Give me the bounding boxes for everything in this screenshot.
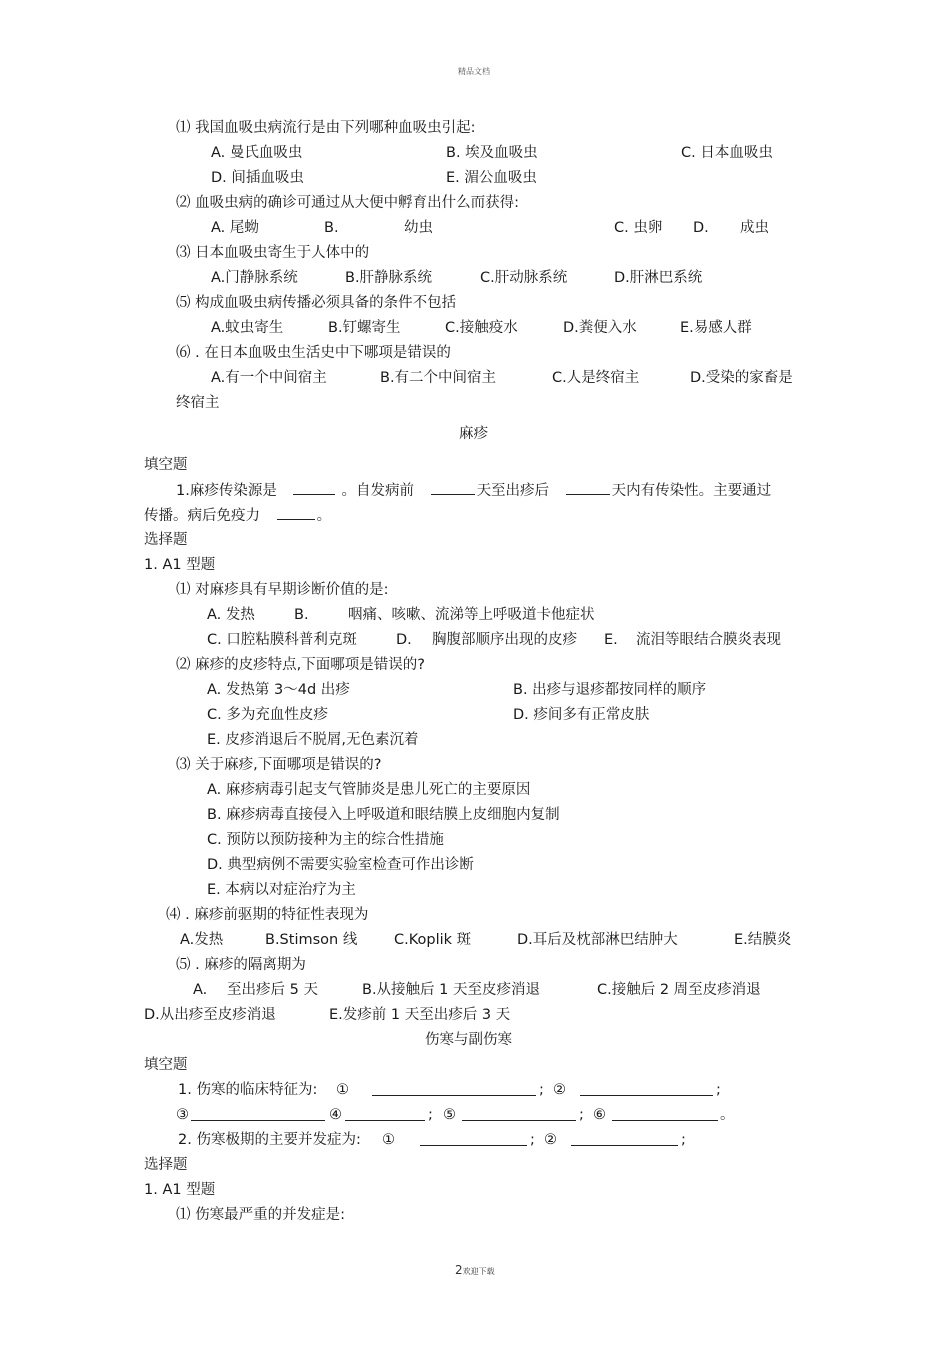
question-stem: ⑵ 麻疹的皮疹特点,下面哪项是错误的? (176, 657, 425, 673)
option: C. 口腔粘膜科普利克斑 (207, 632, 357, 648)
option: A.门静脉系统 (211, 270, 298, 286)
option: A. 发热第 3～4d 出疹 (207, 682, 350, 698)
separator: ; (716, 1082, 721, 1098)
separator: 。 (720, 1107, 735, 1123)
section-title: 伤寒与副伤寒 (425, 1032, 512, 1048)
option: E.结膜炎 (734, 932, 792, 948)
option: D. 典型病例不需要实验室检查可作出诊断 (207, 857, 474, 873)
blank-field[interactable] (345, 1106, 425, 1121)
option: A. 曼氏血吸虫 (211, 145, 303, 161)
blank-field[interactable] (372, 1081, 536, 1096)
option: D. (396, 632, 412, 648)
section-subheading: 1. A1 型题 (144, 557, 216, 573)
option: A.有一个中间宿主 (211, 370, 327, 386)
blank-field[interactable] (612, 1106, 718, 1121)
option: B.Stimson 线 (265, 932, 358, 948)
option: D. 疹间多有正常皮肤 (513, 707, 650, 723)
question-stem: ⑴ 我国血吸虫病流行是由下列哪种血吸虫引起: (176, 120, 476, 136)
page-number: 2 (455, 1263, 463, 1277)
fill-text: 1.麻疹传染源是 (176, 483, 277, 499)
blank-field[interactable] (420, 1131, 527, 1146)
separator: ; (428, 1107, 433, 1123)
footer-text: 欢迎下载 (462, 1267, 495, 1276)
blank-field[interactable] (277, 505, 315, 520)
option: 咽痛、咳嗽、流涕等上呼吸道卡他症状 (348, 607, 595, 623)
option: A. 尾蚴 (211, 220, 259, 236)
option: D.粪便入水 (563, 320, 637, 336)
option: C.人是终宿主 (552, 370, 640, 386)
option: E. (604, 632, 618, 648)
section-heading: 选择题 (144, 532, 188, 548)
option: A.蚊虫寄生 (211, 320, 284, 336)
blank-field[interactable] (580, 1081, 713, 1096)
option: B.钉螺寄生 (328, 320, 401, 336)
page-footer (455, 1260, 495, 1282)
option: C.Koplik 斑 (394, 932, 472, 948)
separator: ; (579, 1107, 584, 1123)
question-stem: ⑶ 日本血吸虫寄生于人体中的 (176, 245, 370, 261)
fill-question: 2. 伤寒极期的主要并发症为: (178, 1132, 361, 1148)
option: C.肝动脉系统 (480, 270, 568, 286)
fill-text: 。 (316, 508, 332, 524)
option: C. 日本血吸虫 (681, 145, 773, 161)
option: E.易感人群 (680, 320, 752, 336)
section-heading: 填空题 (144, 1057, 188, 1073)
option: D.从出疹至皮疹消退 (144, 1007, 276, 1023)
section-heading: 填空题 (144, 457, 188, 473)
option: B.肝静脉系统 (345, 270, 433, 286)
option: B. (294, 607, 309, 623)
fill-question: 1. 伤寒的临床特征为: (178, 1082, 318, 1098)
option: E. 本病以对症治疗为主 (207, 882, 356, 898)
circled-number: ④ (329, 1107, 342, 1123)
fill-text: 天至出疹后 (476, 483, 550, 499)
question-stem: ⑴ 伤寒最严重的并发症是: (176, 1207, 345, 1223)
option: 流泪等眼结合膜炎表现 (636, 632, 781, 648)
question-stem: ⑹ . 在日本血吸虫生活史中下哪项是错误的 (176, 345, 451, 361)
circled-number: ⑥ (593, 1107, 606, 1123)
option: C.接触后 2 周至皮疹消退 (597, 982, 761, 998)
option: B. (324, 220, 339, 236)
question-stem: ⑷ . 麻疹前驱期的特征性表现为 (166, 907, 369, 923)
circled-number: ② (544, 1132, 557, 1148)
option: 幼虫 (404, 220, 433, 236)
circled-number: ② (553, 1082, 566, 1098)
option: D.耳后及枕部淋巴结肿大 (517, 932, 678, 948)
fill-text: 天内有传染性。主要通过 (611, 483, 772, 499)
question-stem: ⑸ . 麻疹的隔离期为 (176, 957, 306, 973)
option: 至出疹后 5 天 (227, 982, 318, 998)
blank-field[interactable] (462, 1106, 576, 1121)
option: D.肝淋巴系统 (614, 270, 703, 286)
option: C. 虫卵 (614, 220, 663, 236)
question-stem: ⑵ 血吸虫病的确诊可通过从大便中孵育出什么而获得: (176, 195, 519, 211)
option: E. 湄公血吸虫 (446, 170, 537, 186)
blank-field[interactable] (191, 1106, 325, 1121)
option: A. 麻疹病毒引起支气管肺炎是患儿死亡的主要原因 (207, 782, 531, 798)
option: D.受染的家畜是 (690, 370, 793, 386)
blank-field[interactable] (566, 480, 610, 495)
option: A.发热 (180, 932, 224, 948)
option: A. 发热 (207, 607, 255, 623)
fill-text: 。自发病前 (341, 483, 414, 499)
fill-question-cont (144, 505, 331, 526)
option-continuation: 终宿主 (176, 395, 220, 411)
question-stem: ⑸ 构成血吸虫病传播必须具备的条件不包括 (176, 295, 457, 311)
circled-number: ① (336, 1082, 349, 1098)
option: B. 麻疹病毒直接侵入上呼吸道和眼结膜上皮细胞内复制 (207, 807, 560, 823)
blank-field[interactable] (571, 1131, 678, 1146)
option: B.从接触后 1 天至皮疹消退 (362, 982, 540, 998)
section-subheading: 1. A1 型题 (144, 1182, 216, 1198)
fill-text: 传播。病后免疫力 (144, 508, 260, 524)
option: D. (693, 220, 709, 236)
circled-number: ③ (176, 1107, 189, 1123)
blank-field[interactable] (431, 480, 475, 495)
option: 成虫 (740, 220, 769, 236)
separator: ; (539, 1082, 544, 1098)
option: C. 多为充血性皮疹 (207, 707, 328, 723)
fill-question (176, 480, 771, 501)
page-header: 精品文档 (458, 67, 490, 76)
blank-field[interactable] (293, 480, 335, 495)
separator: ; (530, 1132, 535, 1148)
option: B.有二个中间宿主 (380, 370, 497, 386)
option: B. 埃及血吸虫 (446, 145, 538, 161)
option: C.接触疫水 (445, 320, 518, 336)
option: E. 皮疹消退后不脱屑,无色素沉着 (207, 732, 419, 748)
circled-number: ⑤ (443, 1107, 456, 1123)
option: A. (193, 982, 208, 998)
option: D. 间插血吸虫 (211, 170, 304, 186)
option: C. 预防以预防接种为主的综合性措施 (207, 832, 444, 848)
section-heading: 选择题 (144, 1157, 188, 1173)
question-stem: ⑶ 关于麻疹,下面哪项是错误的? (176, 757, 382, 773)
question-stem: ⑴ 对麻疹具有早期诊断价值的是: (176, 582, 389, 598)
option: 胸腹部顺序出现的皮疹 (432, 632, 577, 648)
option: B. 出疹与退疹都按同样的顺序 (513, 682, 707, 698)
option: E.发疹前 1 天至出疹后 3 天 (329, 1007, 511, 1023)
separator: ; (681, 1132, 686, 1148)
circled-number: ① (382, 1132, 395, 1148)
section-title: 麻疹 (459, 426, 488, 442)
